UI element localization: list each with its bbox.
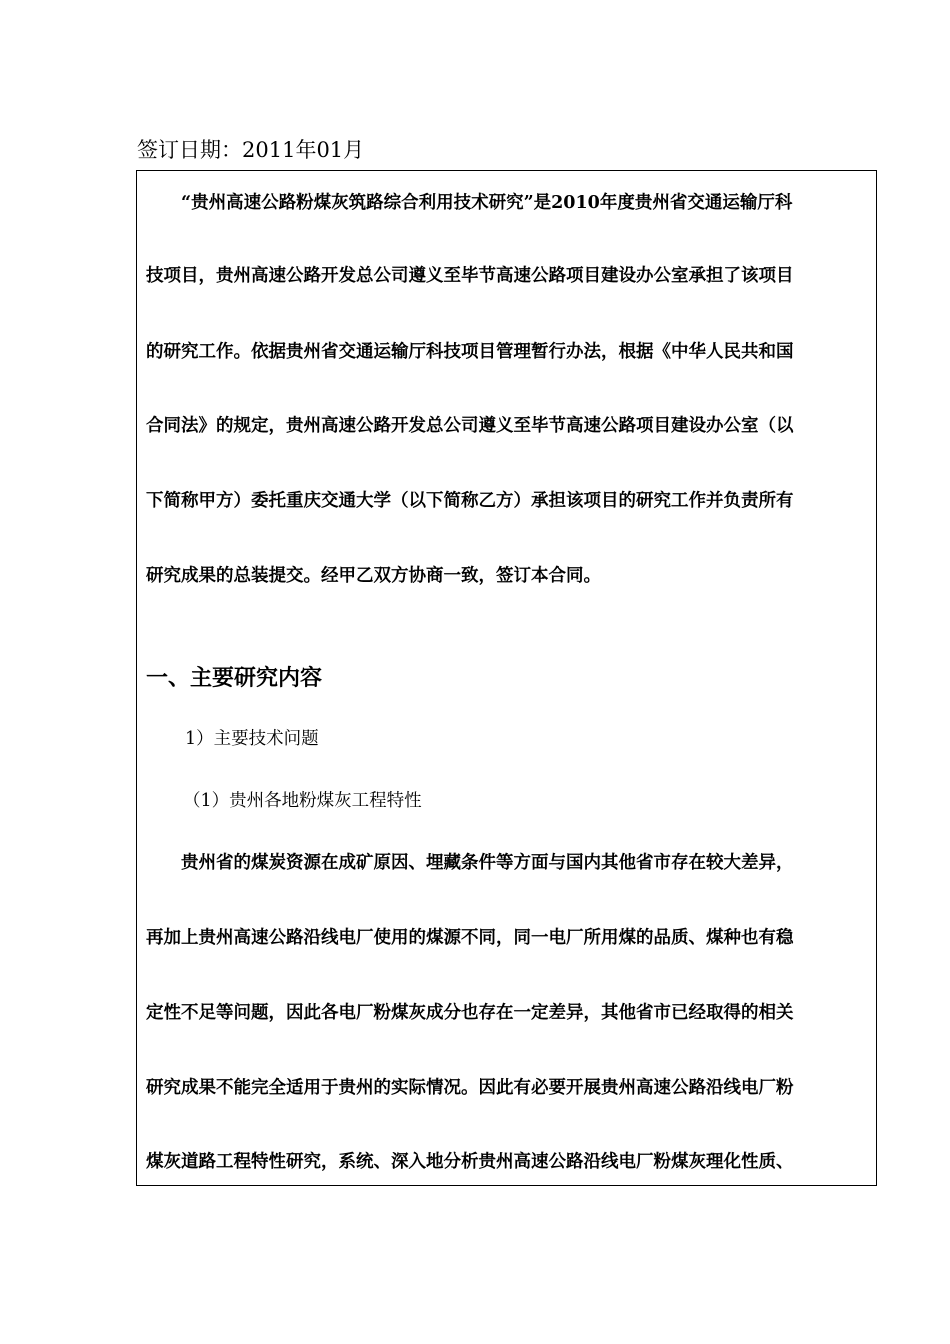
section-line-2: 再加上贵州高速公路沿线电厂使用的煤源不同，同一电厂所用煤的品质、煤种也有稳 [146, 928, 794, 948]
intro-line-3: 的研究工作。依据贵州省交通运输厅科技项目管理暂行办法，根据《中华人民共和国 [146, 342, 794, 362]
contract-content-box [136, 170, 877, 1186]
section-line-4: 研究成果不能完全适用于贵州的实际情况。因此有必要开展贵州高速公路沿线电厂粉 [146, 1078, 794, 1098]
section-line-5: 煤灰道路工程特性研究，系统、深入地分析贵州高速公路沿线电厂粉煤灰理化性质、 [146, 1152, 794, 1172]
subheading-fly-ash-properties: （1）贵州各地粉煤灰工程特性 [183, 791, 422, 811]
intro-line-1: “贵州高速公路粉煤灰筑路综合利用技术研究”是2010年度贵州省交通运输厅科 [181, 193, 793, 213]
intro-line-2: 技项目，贵州高速公路开发总公司遵义至毕节高速公路项目建设办公室承担了该项目 [146, 266, 794, 286]
sign-date: 签订日期：2011年01月 [137, 138, 365, 162]
intro-line-6: 研究成果的总装提交。经甲乙双方协商一致，签订本合同。 [146, 566, 601, 586]
section-line-3: 定性不足等问题，因此各电厂粉煤灰成分也存在一定差异，其他省市已经取得的相关 [146, 1003, 794, 1023]
subheading-main-technical-issues: 1）主要技术问题 [185, 729, 319, 749]
intro-line-4: 合同法》的规定，贵州高速公路开发总公司遵义至毕节高速公路项目建设办公室（以 [146, 416, 794, 436]
section-line-1: 贵州省的煤炭资源在成矿原因、埋藏条件等方面与国内其他省市存在较大差异， [181, 853, 794, 873]
section-heading-main-research: 一、主要研究内容 [146, 666, 323, 691]
intro-line-5: 下简称甲方）委托重庆交通大学（以下简称乙方）承担该项目的研究工作并负责所有 [146, 491, 794, 511]
